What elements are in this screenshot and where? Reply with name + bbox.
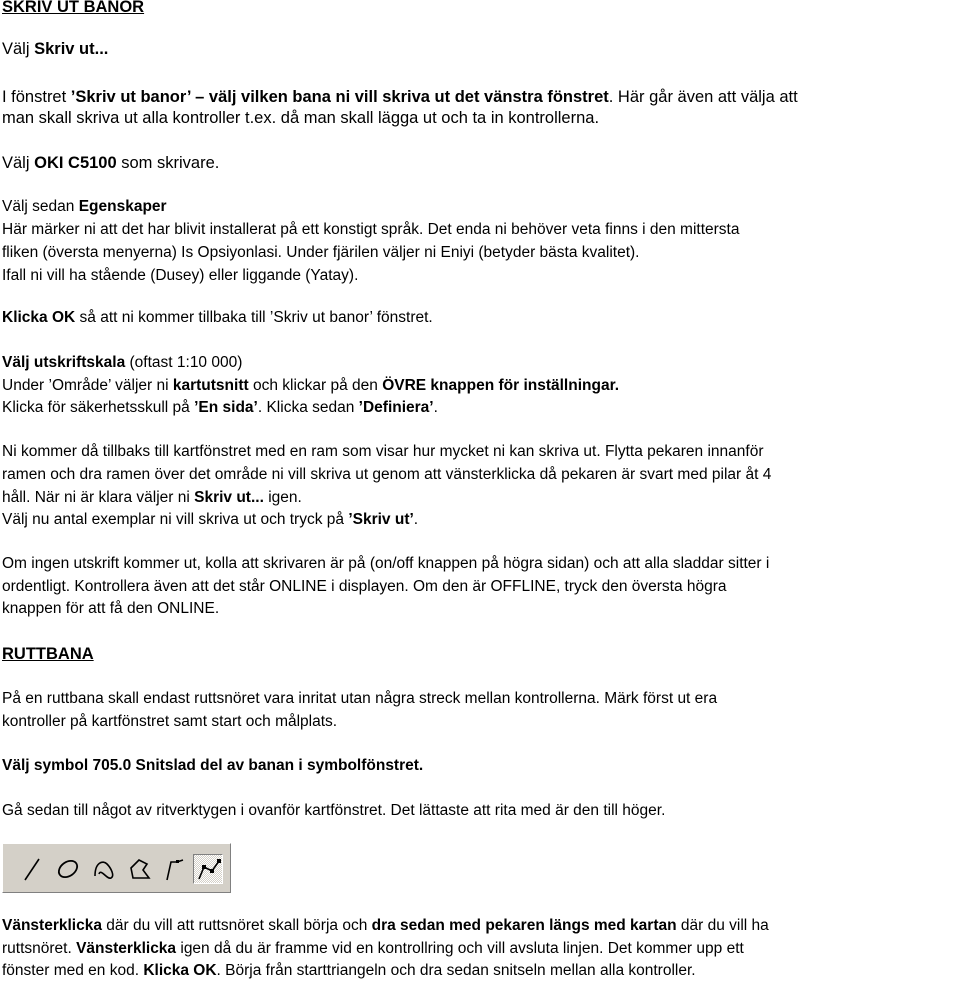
text: Välj [2,40,35,58]
paragraph [2,38,958,60]
bold-text: Klicka OK [143,962,217,979]
paragraph [2,152,958,174]
text: Det enda ni behöver veta finns i den mittersta [427,221,740,238]
text: I fönstret [2,88,71,106]
line-tool-icon[interactable] [17,854,47,884]
paragraph-line [2,960,958,982]
text: fönster med en kod. [2,962,144,979]
paragraph-line [2,397,958,419]
bold-text: Skriv ut... [34,40,109,58]
paragraph-line [2,915,958,937]
text: . [433,399,438,416]
text: ruttsnöret. [2,940,77,957]
paragraph-line: Ni kommer då tillbaks till kartfönstret med en ram som visar hur mycket ni kan skriva ut. Flytta pekaren innanför [2,443,764,460]
paragraph [2,352,958,374]
bold-text: ’Skriv ut banor’ – välj vilken bana ni vill skriva ut det vänstra fönstret [70,88,609,106]
text: Klicka för säkerhetsskull på [2,399,195,416]
drawing-toolbar [2,843,231,893]
paragraph-line [2,509,958,531]
freehand-tool-icon[interactable] [89,854,119,884]
paragraph-line [2,219,958,241]
bold-text: ’Definiera’ [358,399,434,416]
text: så att ni kommer tillbaka till ’Skriv ut banor’ fönstret. [75,309,433,326]
text: . Klicka sedan [257,399,359,416]
text: . Börja från starttriangeln och dra sedan snitseln mellan alla kontroller. [216,962,696,979]
bold-text: Klicka OK [2,309,76,326]
paragraph-line: knappen för att få den ONLINE. [2,600,220,617]
text: och klickar på den [248,377,383,394]
polygon-tool-icon[interactable] [125,854,155,884]
bold-text: Välj symbol 705.0 Snitslad del av banan i symbolfönstret. [2,757,424,774]
paragraph-line [2,938,958,960]
step-line-tool-icon[interactable] [159,854,189,884]
text: Här märker ni att det har blivit installerat på ett konstigt språk. [2,221,428,238]
bold-text: Skriv ut... [194,489,264,506]
text: Välj [2,154,35,172]
bold-text: dra sedan med pekaren längs med kartan [371,917,677,934]
paragraph-line: Om ingen utskrift kommer ut, kolla att skrivaren är på (on/off knappen på högra sidan) och att alla sladdar sitter i [2,555,770,572]
text: Välj nu antal exemplar ni vill skriva ut och tryck på [2,511,349,528]
paragraph [2,307,958,329]
section-title [2,0,958,18]
paragraph-line: Gå sedan till något av ritverktygen i ovanför kartfönstret. Det lättaste att rita med är den till höger. [2,802,666,819]
text: som skrivare. [116,154,220,172]
text: (oftast 1:10 000) [125,354,243,371]
paragraph-line: kontroller på kartfönstret samt start och målplats. [2,713,338,730]
bold-text: Egenskaper [78,198,167,215]
bold-text: Vänsterklicka [76,940,177,957]
text: . [413,511,419,528]
paragraph-line: ordentligt. Kontrollera även att det står ONLINE i displayen. Om den är OFFLINE, tryck den översta högra [2,578,727,595]
bold-text: Vänsterklicka [2,917,102,934]
paragraph-line: ramen och dra ramen över det område ni vill skriva ut genom att vänsterklicka då pekaren är svart med pilar åt 4 [2,466,772,483]
bold-text: Välj utskriftskala [2,354,126,371]
text: där du vill ha [676,917,769,934]
text: Under ’Område’ väljer ni [2,377,173,394]
bold-text: OKI C5100 [34,154,117,172]
bold-text: ÖVRE knappen för inställningar. [382,377,620,394]
rectangular-line-tool-icon[interactable] [193,854,223,884]
text: igen då du är framme vid en kontrollring och vill avsluta linjen. Det kommer upp ett [176,940,744,957]
section-title-text: SKRIV UT BANOR [2,0,145,16]
paragraph [2,755,958,777]
text: håll. När ni är klara väljer ni [2,489,195,506]
text: där du vill att ruttsnöret skall börja och [101,917,372,934]
text: igen. [263,489,302,506]
text: . Här går även att välja att [608,88,798,106]
bold-text: ’Skriv ut’ [348,511,414,528]
paragraph-line [2,487,958,509]
paragraph-line: fliken (översta menyerna) Is Opsiyonlasi. Under fjärilen väljer ni Eniyi (betyder bästa kvalitet). [2,244,640,261]
paragraph [2,86,958,108]
ellipse-tool-icon[interactable] [53,854,83,884]
paragraph-line: man skall skriva ut alla kontroller t.ex. då man skall lägga ut och ta in kontrollerna. [2,109,600,127]
paragraph-line: Ifall ni vill ha stående (Dusey) eller liggande (Yatay). [2,267,359,284]
paragraph [2,196,958,218]
paragraph-line [2,375,958,397]
bold-text: kartutsnitt [172,377,249,394]
text: Välj sedan [2,198,79,215]
section-title [2,643,958,665]
paragraph-line: På en ruttbana skall endast ruttsnöret vara inritat utan några streck mellan kontrollerna. Märk först ut era [2,690,718,707]
bold-text: ’En sida’ [194,399,258,416]
section-title-text: RUTTBANA [2,645,94,663]
